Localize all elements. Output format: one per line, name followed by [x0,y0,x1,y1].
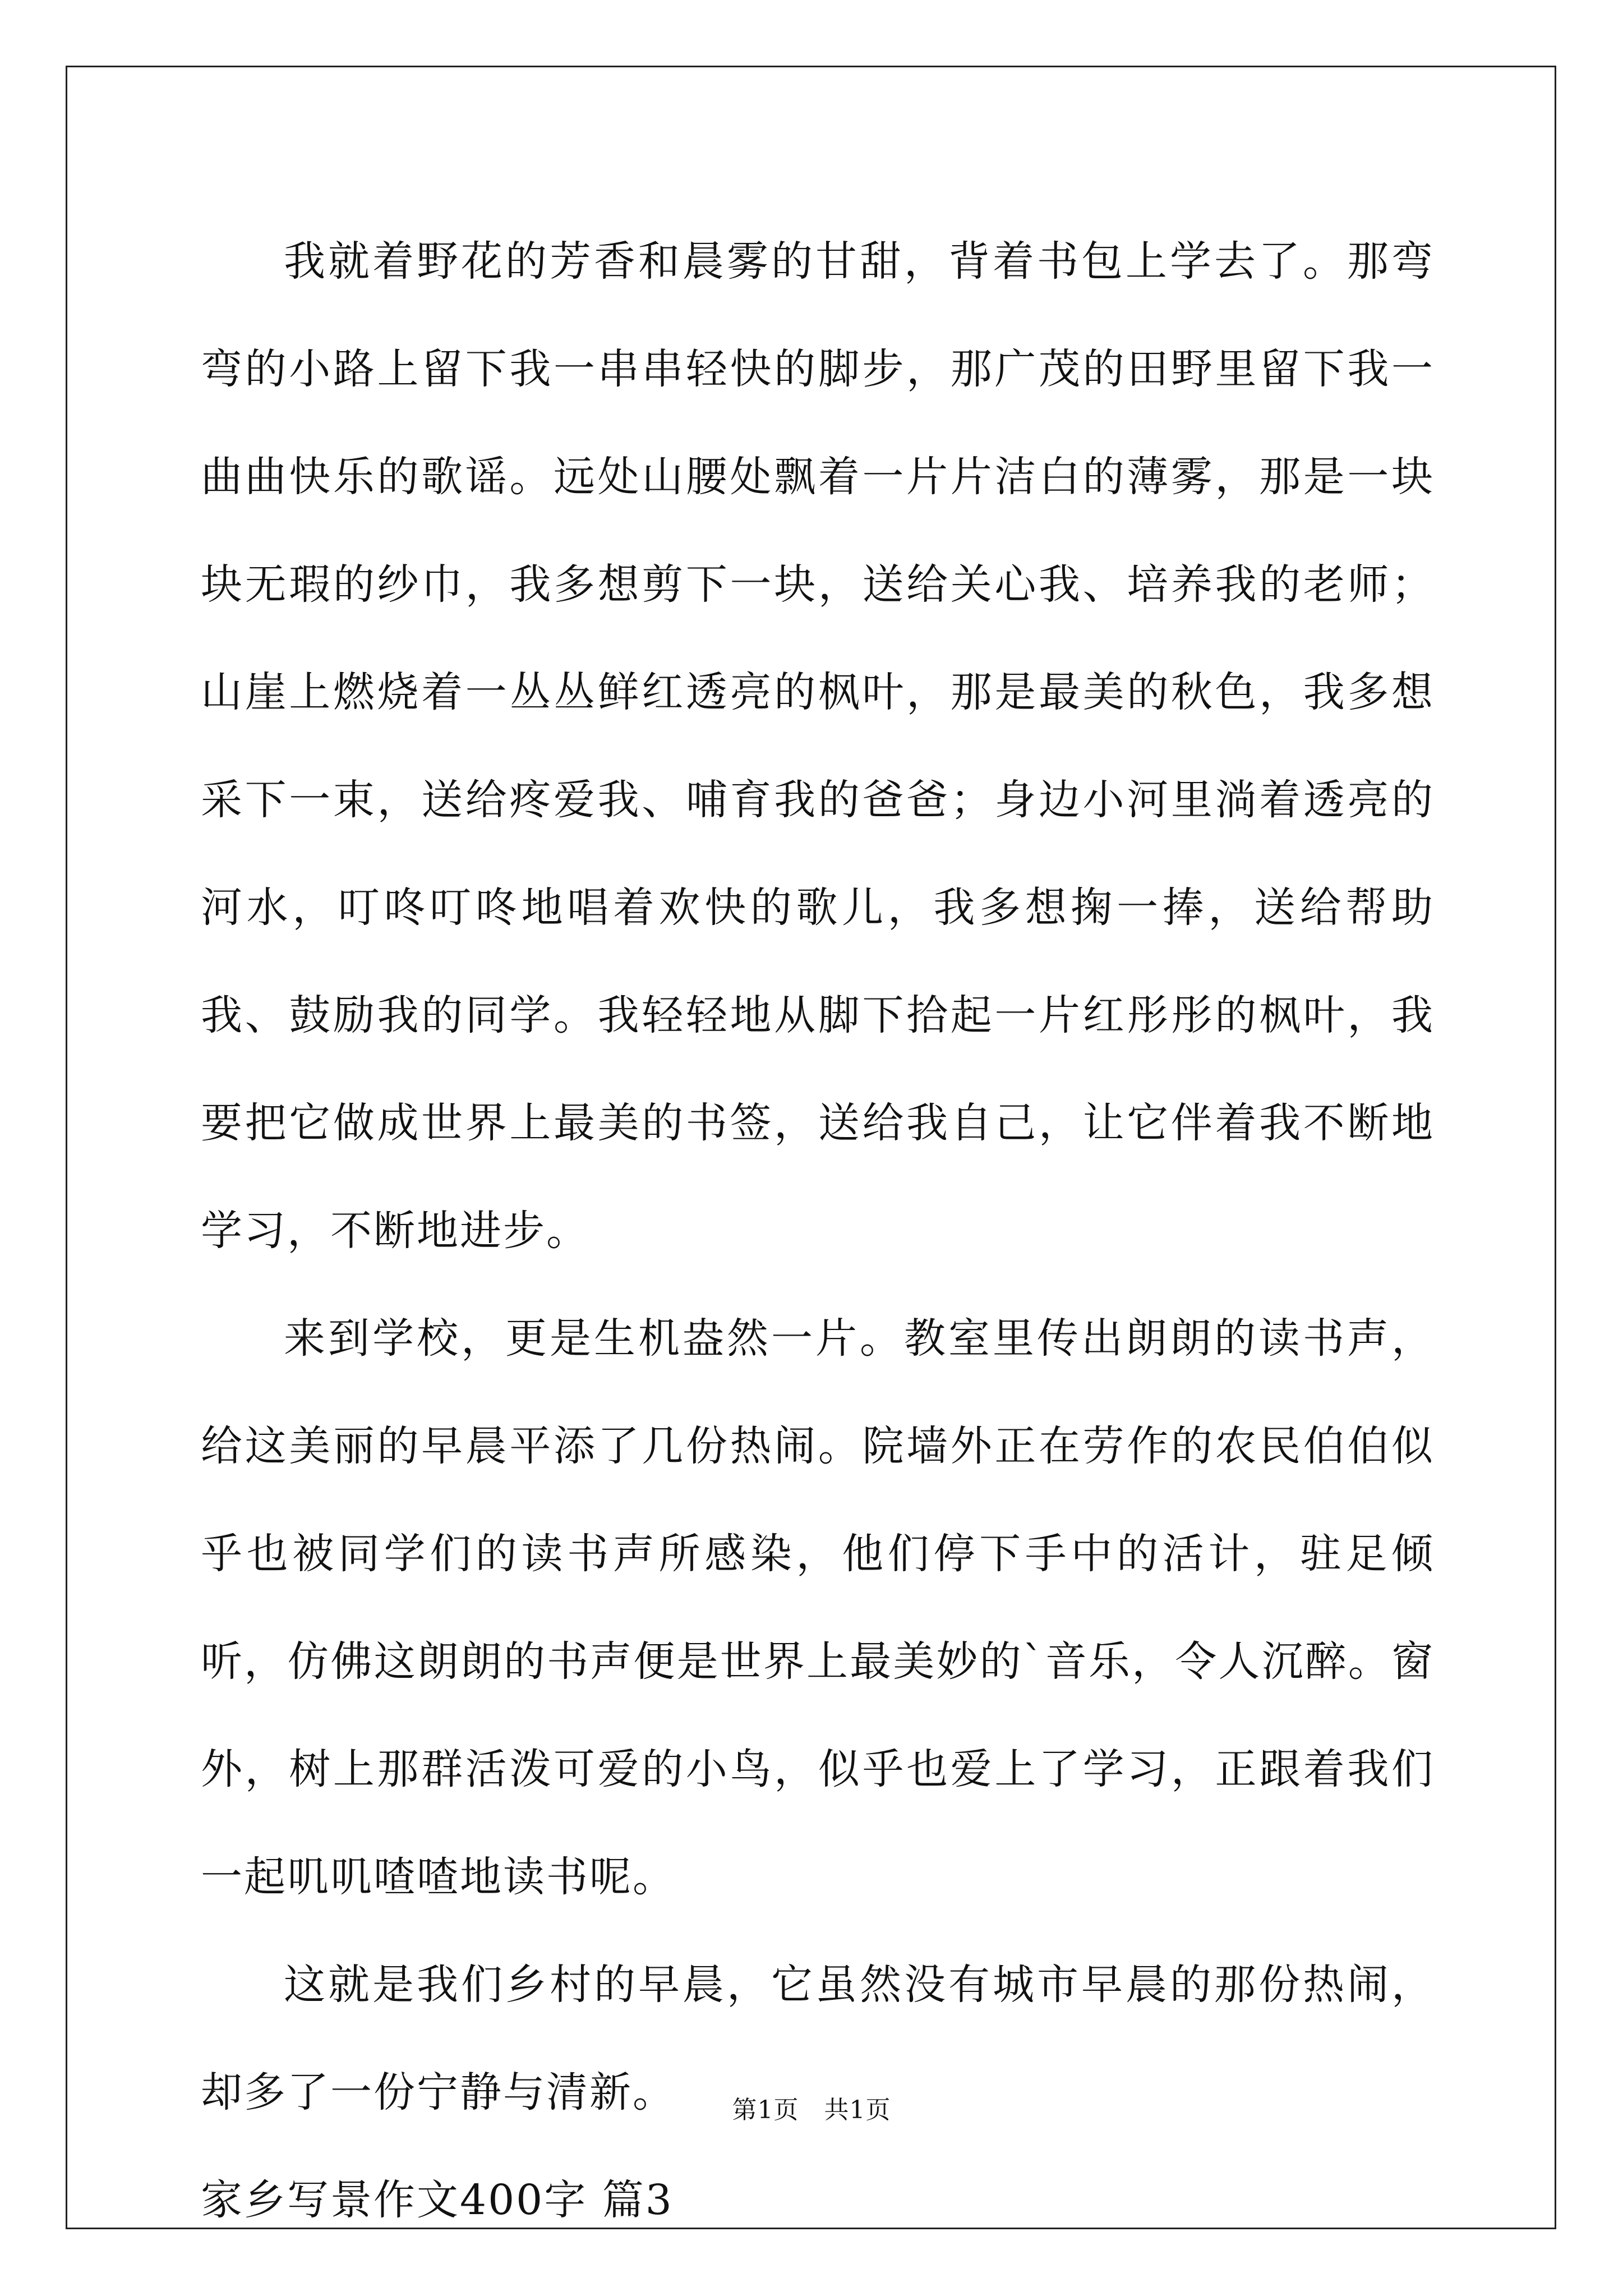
page-number: 第1页 [732,2096,799,2124]
page-footer [0,2090,1623,2125]
paragraph-1: 我就着野花的芳香和晨雾的甘甜，背着书包上学去了。那弯弯的小路上留下我一串串轻快的脚步，那广茂的田野里留下我一曲曲快乐的歌谣。远处山腰处飘着一片片洁白的薄雾，那是一块块无瑕的纱巾，我多想剪下一块，送给关心我、培养我的老师；山崖上燃烧着一丛丛鲜红透亮的枫叶，那是最美的秋色，我多想采下一束，送给疼爱我、哺育我的爸爸；身边小河里淌着透亮的河水，叮咚叮咚地唱着欢快的歌儿，我多想掬一捧，送给帮助我、鼓励我的同学。我轻轻地从脚下拾起一片红彤彤的枫叶，我要把它做成世界上最美的书签，送给我自己，让它伴着我不断地学习，不断地进步。 [201,237,1435,1255]
paragraph-2: 来到学校，更是生机盎然一片。教室里传出朗朗的读书声，给这美丽的早晨平添了几份热闹。院墙外正在劳作的农民伯伯似乎也被同学们的读书声所感染，他们停下手中的活计，驻足倾听，仿佛这朗朗的书声便是世界上最美妙的`音乐，令人沉醉。窗外，树上那群活泼可爱的小鸟，似乎也爱上了学习，正跟着我们一起叽叽喳喳地读书呢。 [201,1314,1435,1901]
page-total: 共1页 [824,2096,891,2124]
paragraph-3: 这就是我们乡村的早晨，它虽然没有城市早晨的那份热闹，却多了一份宁静与清新。 [201,1961,1435,2116]
section-heading: 家乡写景作文400字 篇3 [201,2176,674,2224]
footer-spacer [799,2096,824,2124]
document-body [201,208,1435,2254]
